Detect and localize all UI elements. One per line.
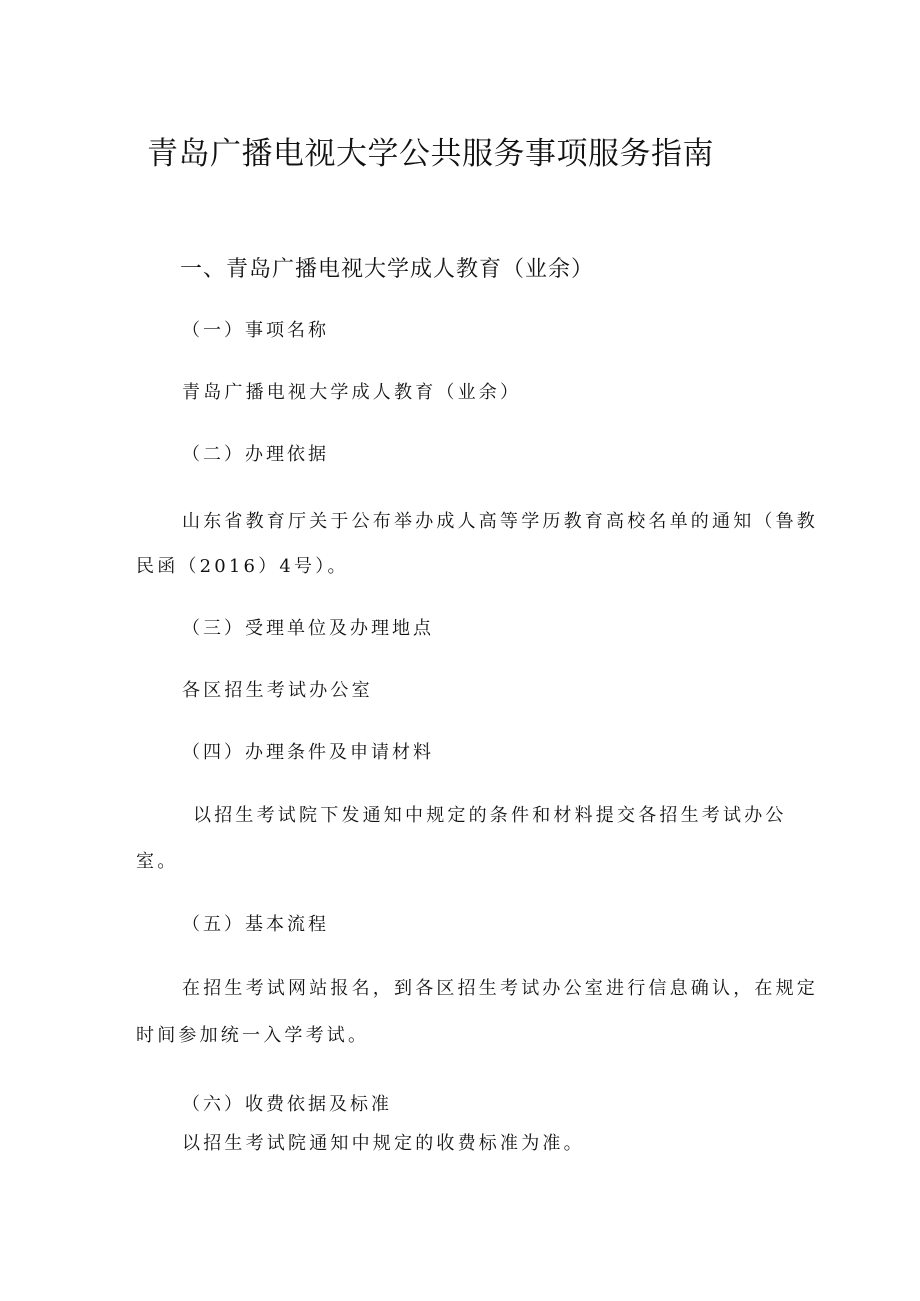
legal-basis-line-1: 山东省教育厅关于公布举办成人高等学历教育高校名单的通知（鲁教 [182, 511, 818, 532]
basic-process-label: （五）基本流程 [182, 914, 329, 935]
document-title: 青岛广播电视大学公共服务事项服务指南 [147, 136, 714, 172]
legal-basis-line-2: 民函（2016）4号）。 [136, 556, 349, 577]
office-location-label: （三）受理单位及办理地点 [182, 618, 434, 639]
basic-process-line-2: 时间参加统一入学考试。 [136, 1025, 370, 1046]
conditions-materials-label: （四）办理条件及申请材料 [182, 742, 434, 763]
office-location-text: 各区招生考试办公室 [182, 680, 373, 701]
conditions-materials-line-2: 室。 [136, 851, 179, 872]
item-name-label: （一）事项名称 [182, 320, 329, 341]
fee-basis-label: （六）收费依据及标准 [182, 1094, 392, 1115]
item-name-text: 青岛广播电视大学成人教育（业余） [182, 382, 522, 403]
legal-basis-label: （二）办理依据 [182, 444, 329, 465]
section-heading: 一、青岛广播电视大学成人教育（业余） [180, 257, 595, 282]
basic-process-line-1: 在招生考试网站报名，到各区招生考试办公室进行信息确认，在规定 [182, 978, 818, 999]
fee-basis-text: 以招生考试院通知中规定的收费标准为准。 [182, 1133, 585, 1154]
conditions-materials-line-1: 以招生考试院下发通知中规定的条件和材料提交各招生考试办公 [193, 805, 787, 826]
